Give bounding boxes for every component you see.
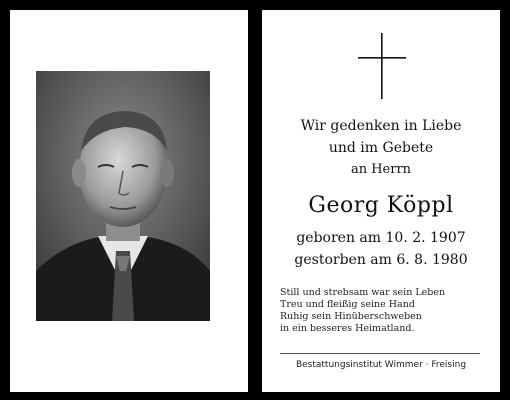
memorial-line-1: Wir gedenken in Liebe <box>300 118 462 134</box>
deceased-name: Georg Köppl <box>308 193 454 218</box>
divider <box>280 353 480 354</box>
memorial-verse <box>280 287 490 335</box>
portrait-photo <box>36 71 210 321</box>
left-card <box>10 10 248 392</box>
cross-icon <box>358 33 406 99</box>
birth-date: geboren am 10. 2. 1907 <box>296 230 466 246</box>
verse-line: in ein besseres Heimatland. <box>280 323 415 334</box>
funeral-home-footer: Bestattungsinstitut Wimmer · Freising <box>295 360 467 370</box>
right-card <box>262 10 500 392</box>
death-date: gestorben am 6. 8. 1980 <box>294 252 468 268</box>
verse-line: Treu und fleißig seine Hand <box>280 299 415 310</box>
verse-line: Ruhig sein Hinüberschweben <box>280 311 422 322</box>
verse-line: Still und strebsam war sein Leben <box>280 287 446 298</box>
memorial-line-2: und im Gebete <box>328 140 434 156</box>
memorial-line-3: an Herrn <box>350 162 412 177</box>
